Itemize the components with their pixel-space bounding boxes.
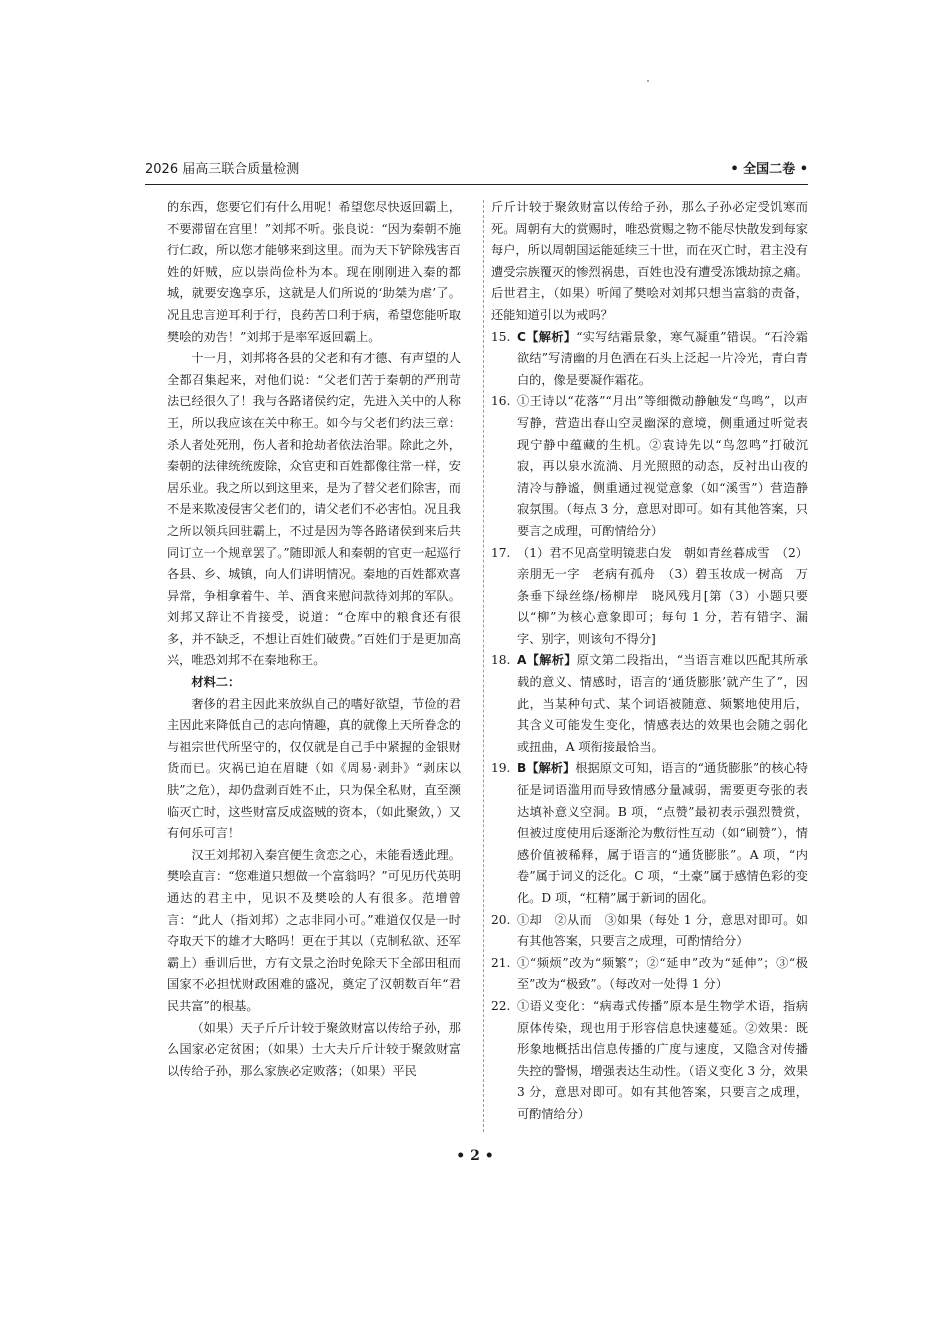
left-column [167,197,461,1082]
answer-tag: B【解析】 [517,761,576,776]
column-divider [483,200,484,1132]
answer-item [491,953,808,996]
answer-text: 原文第二段指出，“当语言难以匹配其所承载的意义、情感时，语言的‘通货膨胀’就产生了”，因此，当某种句式、某个词语被随意、频繁地使用后，其含义可能发生变化，情感表达的效果也会随之弱化或扭曲，A 项衔接最恰当。 [517,653,808,754]
answer-item [491,758,808,909]
right-column [491,197,808,1126]
header-rule [145,184,808,185]
answer-item [491,650,808,758]
answer-item [491,910,808,953]
paragraph: 汉王刘邦初入秦宫便生贪恋之心，未能看透此理。樊哙直言：“您难道只想做一个富翁吗？”可见历代英明通达的君主中，见识不及樊哙的人有很多。范增曾言：“此人（指刘邦）之志非同小可。”难道仅仅是一时夺取天下的雄才大略吗！更在于其以（克制私欲、还军霸上）垂训后世，方有文景之治时免除天下全部田租而国家不必担忧财政困难的盛况，奠定了汉朝数百年“君民共富”的根基。 [167,847,461,1013]
answer-item [491,327,808,392]
answer-item [491,543,808,651]
answer-text: 根据原文可知，语言的“通货膨胀”的核心特征是词语滥用而导致情感分量减弱，需要更夸张的表达填补意义空洞。B 项，“点赞”最初表示强烈赞赏，但被过度使用后逐渐沦为敷衍性互动（如“刷赞”），情感价值被稀释，属于语言的“通货膨胀”。A 项，“内卷”属于词义的泛化。C 项，“土豪”属于感情色彩的变化。D 项，“杠精”属于新词的固化。 [517,761,808,905]
answer-text: ①王诗以“花落”“月出”等细微动静触发“鸟鸣”，以声写静，营造出春山空灵幽深的意境，侧重通过听觉表现宁静中蕴藏的生机。②袁诗先以“鸟忽鸣”打破沉寂，再以泉水流淌、月光照照的动态，反衬出山夜的清冷与静谧，侧重通过视觉意象（如“溪雪”）营造静寂氛围。（每点 3 分，意思对即可。如有其他答案，只要言之成理，可酌情给分） [517,394,808,538]
page-number: • 2 • [456,1148,494,1164]
exam-title: 2026 届高三联合质量检测 [145,162,300,177]
exam-edition: • 全国二卷 • [730,162,808,177]
answer-item [491,996,808,1126]
answer-number: 19. [491,761,511,776]
answer-text: ①却 ②从而 ③如果（每处 1 分，意思对即可。如有其他答案，只要言之成理，可酌情给分） [517,912,808,949]
answer-tag: C【解析】 [517,329,577,344]
answer-number: 17. [491,545,511,560]
answer-number: 15. [491,329,511,344]
paragraph: 十一月，刘邦将各县的父老和有才德、有声望的人全都召集起来，对他们说：“父老们苦于秦朝的严刑苛法已经很久了！我与各路诸侯约定，先进入关中的人称王，所以我应该在关中称王。如今与父老们约法三章：杀人者处死刑，伤人者和抢劫者依法治罪。除此之外，秦朝的法律统统废除，众官吏和百姓都像往常一样，安居乐业。我之所以到这里来，是为了替父老们除害，而不是来欺凌侵害父老们的，请父老们不必害怕。况且我之所以领兵回驻霸上，不过是因为等各路诸侯到来后共同订立一个规章罢了。”随即派人和秦朝的官吏一起巡行各县、乡、城镇，向人们讲明情况。秦地的百姓都欢喜异常，争相拿着牛、羊、酒食来慰问款待刘邦的军队。刘邦又辞让不肯接受，说道：“仓库中的粮食还有很多，并不缺乏，不想让百姓们破费。”百姓们于是更加高兴，唯恐刘邦不在秦地称王。 [167,351,461,668]
answer-number: 18. [491,653,511,668]
answer-text: ①语义变化：“病毒式传播”原本是生物学术语，指病原体传染，现也用于形容信息快速蔓延。②效果：既形象地概括出信息传播的广度与速度，又隐含对传播失控的警惕，增强表达生动性。（语义变化 3 分，效果 3 分，意思对即可。如有其他答案，只要言之成理，可酌情给分） [517,998,808,1121]
paragraph: （如果）天子斤斤计较于聚敛财富以传给子孙，那么国家必定贫困；（如果）士大夫斤斤计较于聚敛财富以传给子孙，那么家族必定败落；（如果）平民 [167,1020,461,1078]
answer-number: 20. [491,912,511,927]
answer-text: ①“频烦”改为“频繁”；②“延申”改为“延伸”；③“极至”改为“极致”。（每改对一处得 1 分） [517,955,808,992]
paragraph: 斤斤计较于聚敛财富以传给子孙，那么子孙必定受饥寒而死。周朝有大的赏赐时，唯恐赏赐之物不能尽快散发到每家每户，所以周朝国运能延续三十世，而在灭亡时，君主没有遭受宗族覆灭的惨烈祸患，百姓也没有遭受冻饿劫掠之痛。后世君主，（如果）听闻了樊哙对刘邦只想当富翁的责备，还能知道引以为戒吗？ [491,200,808,322]
scan-dot [647,80,649,82]
answer-text: （1）君不见高堂明镜悲白发 朝如青丝暮成雪 （2）亲朋无一字 老病有孤舟 （3）碧玉妆成一树高 万条垂下绿丝绦/杨柳岸 晓风残月[第（3）小题只要以“柳”为核心意象即可；每句 1 分，若有错字、漏字、别字，则该句不得分] [517,545,808,646]
answer-number: 21. [491,955,511,970]
answer-item [491,391,808,542]
answer-number: 16. [491,394,511,409]
section-heading: 材料二： [191,675,241,690]
answer-tag: A【解析】 [517,653,577,668]
paragraph: 的东西，您要它们有什么用呢！希望您尽快返回霸上，不要滞留在宫里！”刘邦不听。张良说：“因为秦朝不施行仁政，所以您才能够来到这里。而为天下铲除残害百姓的奸贼，应以崇尚俭朴为本。现在刚刚进入秦的都城，就要安逸享乐，这就是人们所说的‘助桀为虐’了。况且忠言逆耳利于行，良药苦口利于病，希望您能听取樊哙的劝告！”刘邦于是率军返回霸上。 [167,200,461,344]
page-header [145,158,808,180]
paragraph: 奢侈的君主因此来放纵自己的嗜好欲望，节俭的君主因此来降低自己的志向情趣，真的就像上天所眷念的与祖宗世代所坚守的，仅仅就是自己手中紧握的金银财货而已。灾祸已迫在眉睫（如《周易·剥卦》“剥床以肤”之危），却仍盘剥百姓不止，只为保全私财，直至濒临灭亡时，这些财富反成盗贼的资本，（如此聚敛，）又有何乐可言！ [167,696,461,841]
answer-number: 22. [491,998,511,1013]
answer-text: “实写结霜景象，寒气凝重”错误。“石泠霜欲结”写清幽的月色洒在石头上泛起一片冷光，青白青白的，像是要凝作霜花。 [517,329,808,387]
